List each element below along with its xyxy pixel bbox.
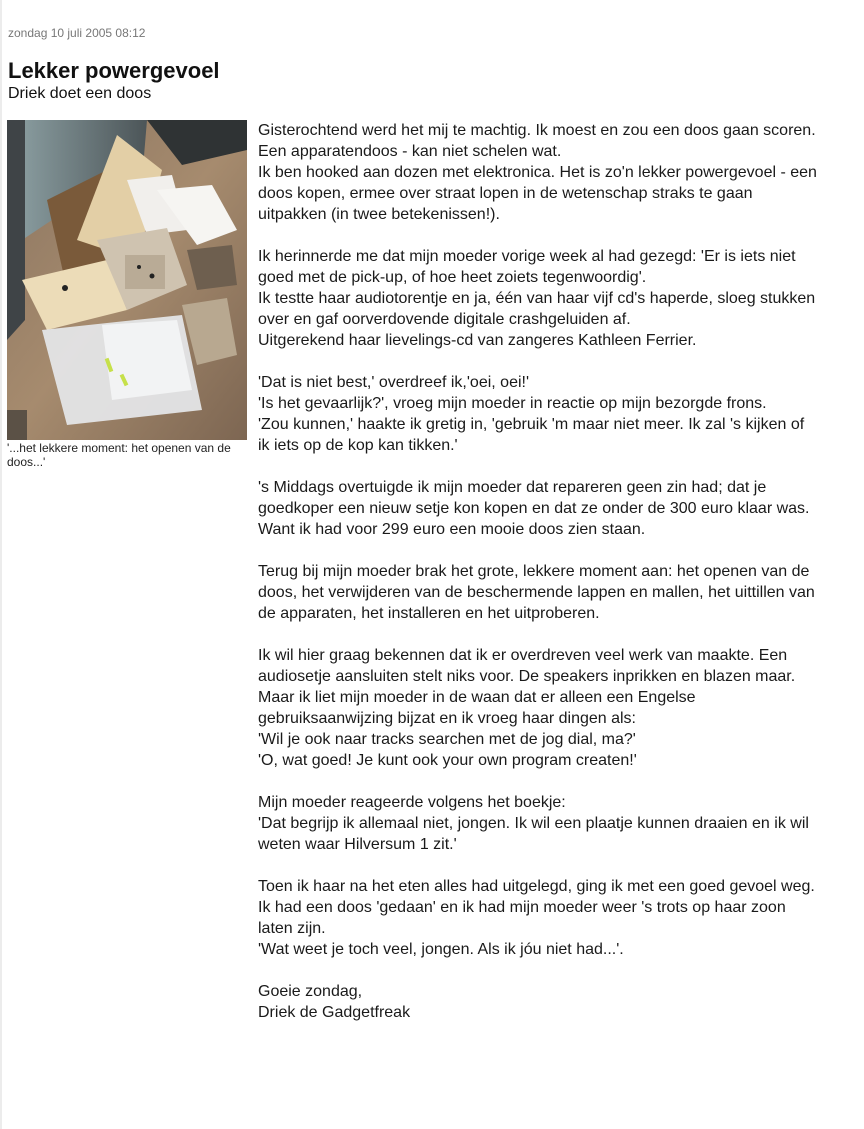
text-line: Gisterochtend werd het mij te machtig. Ik moest en zou een doos gaan scoren.	[258, 122, 816, 139]
text-line: 'Is het gevaarlijk?', vroeg mijn moeder in reactie op mijn bezorgde frons.	[258, 395, 767, 412]
page-edge-divider	[0, 0, 2, 1129]
post-subtitle: Driek doet een doos	[8, 85, 152, 102]
text-line: 'Wil je ook naar tracks searchen met de jog dial, ma?'	[258, 731, 636, 748]
text-line: 'O, wat goed! Je kunt ook your own program createn!'	[258, 752, 637, 769]
paragraph	[258, 246, 818, 351]
post-body	[258, 120, 818, 1044]
sign-off: Goeie zondag,	[258, 983, 363, 1000]
text-line: Terug bij mijn moeder brak het grote, lekkere moment aan: het openen van de doos, het verwijderen van de beschermende lappen en mallen, het uittillen van de apparaten, het installeren en het uitproberen.	[258, 563, 815, 622]
author-name: Driek de Gadgetfreak	[258, 1004, 411, 1021]
paragraph	[258, 561, 818, 624]
text-line: 'Dat begrijp ik allemaal niet, jongen. Ik wil een plaatje kunnen draaien en ik wil weten waar Hilversum 1 zit.'	[258, 815, 809, 853]
unboxing-photo	[7, 120, 247, 440]
text-line: Ik testte haar audiotorentje en ja, één van haar vijf cd's haperde, sloeg stukken over en gaf oorverdovende digitale crashgeluiden af.	[258, 290, 816, 328]
paragraph	[258, 477, 818, 540]
post-date: zondag 10 juli 2005 08:12	[8, 26, 146, 40]
text-line: Een apparatendoos - kan niet schelen wat.	[258, 143, 562, 160]
text-line: Ik ben hooked aan dozen met elektronica. Het is zo'n lekker powergevoel - een doos kopen, ermee over straat lopen in de wetenschap straks te gaan uitpakken (in twee betekenissen!).	[258, 164, 817, 223]
text-line: Mijn moeder reageerde volgens het boekje:	[258, 794, 566, 811]
post-title: Lekker powergevoel	[8, 58, 220, 83]
text-line: Ik wil hier graag bekennen dat ik er overdreven veel werk van maakte. Een audiosetje aansluiten stelt niks voor. De speakers inprikken en blazen maar. Maar ik liet mijn moeder in de waan dat er alleen een Engelse gebruiksaanwijzing bijzat en ik vroeg haar dingen als:	[258, 647, 796, 727]
photo-caption: '...het lekkere moment: het openen van de doos...'	[7, 441, 231, 469]
text-line: 'Dat is niet best,' overdreef ik,'oei, oei!'	[258, 374, 530, 391]
text-line: 's Middags overtuigde ik mijn moeder dat repareren geen zin had; dat je goedkoper een nieuw setje kon kopen en dat ze onder de 300 euro klaar was. Want ik had voor 299 euro een mooie doos zien staan.	[258, 479, 810, 538]
text-line: Ik herinnerde me dat mijn moeder vorige week al had gezegd: 'Er is iets niet goed met de pick-up, of hoe heet zoiets tegenwoordig'.	[258, 248, 796, 286]
paragraph	[258, 792, 818, 855]
text-line: Uitgerekend haar lievelings-cd van zangeres Kathleen Ferrier.	[258, 332, 697, 349]
text-line: Toen ik haar na het eten alles had uitgelegd, ging ik met een goed gevoel weg. Ik had een doos 'gedaan' en ik had mijn moeder weer 's trots op haar zoon laten zijn.	[258, 878, 815, 937]
paragraph	[258, 120, 818, 225]
paragraph	[258, 645, 818, 771]
text-line: 'Wat weet je toch veel, jongen. Als ik jóu niet had...'.	[258, 941, 624, 958]
post-photo	[7, 120, 247, 440]
signature	[258, 981, 818, 1023]
paragraph	[258, 876, 818, 960]
paragraph	[258, 372, 818, 456]
text-line: 'Zou kunnen,' haakte ik gretig in, 'gebruik 'm maar niet meer. Ik zal 's kijken of ik iets op de kop kan tikken.'	[258, 416, 805, 454]
